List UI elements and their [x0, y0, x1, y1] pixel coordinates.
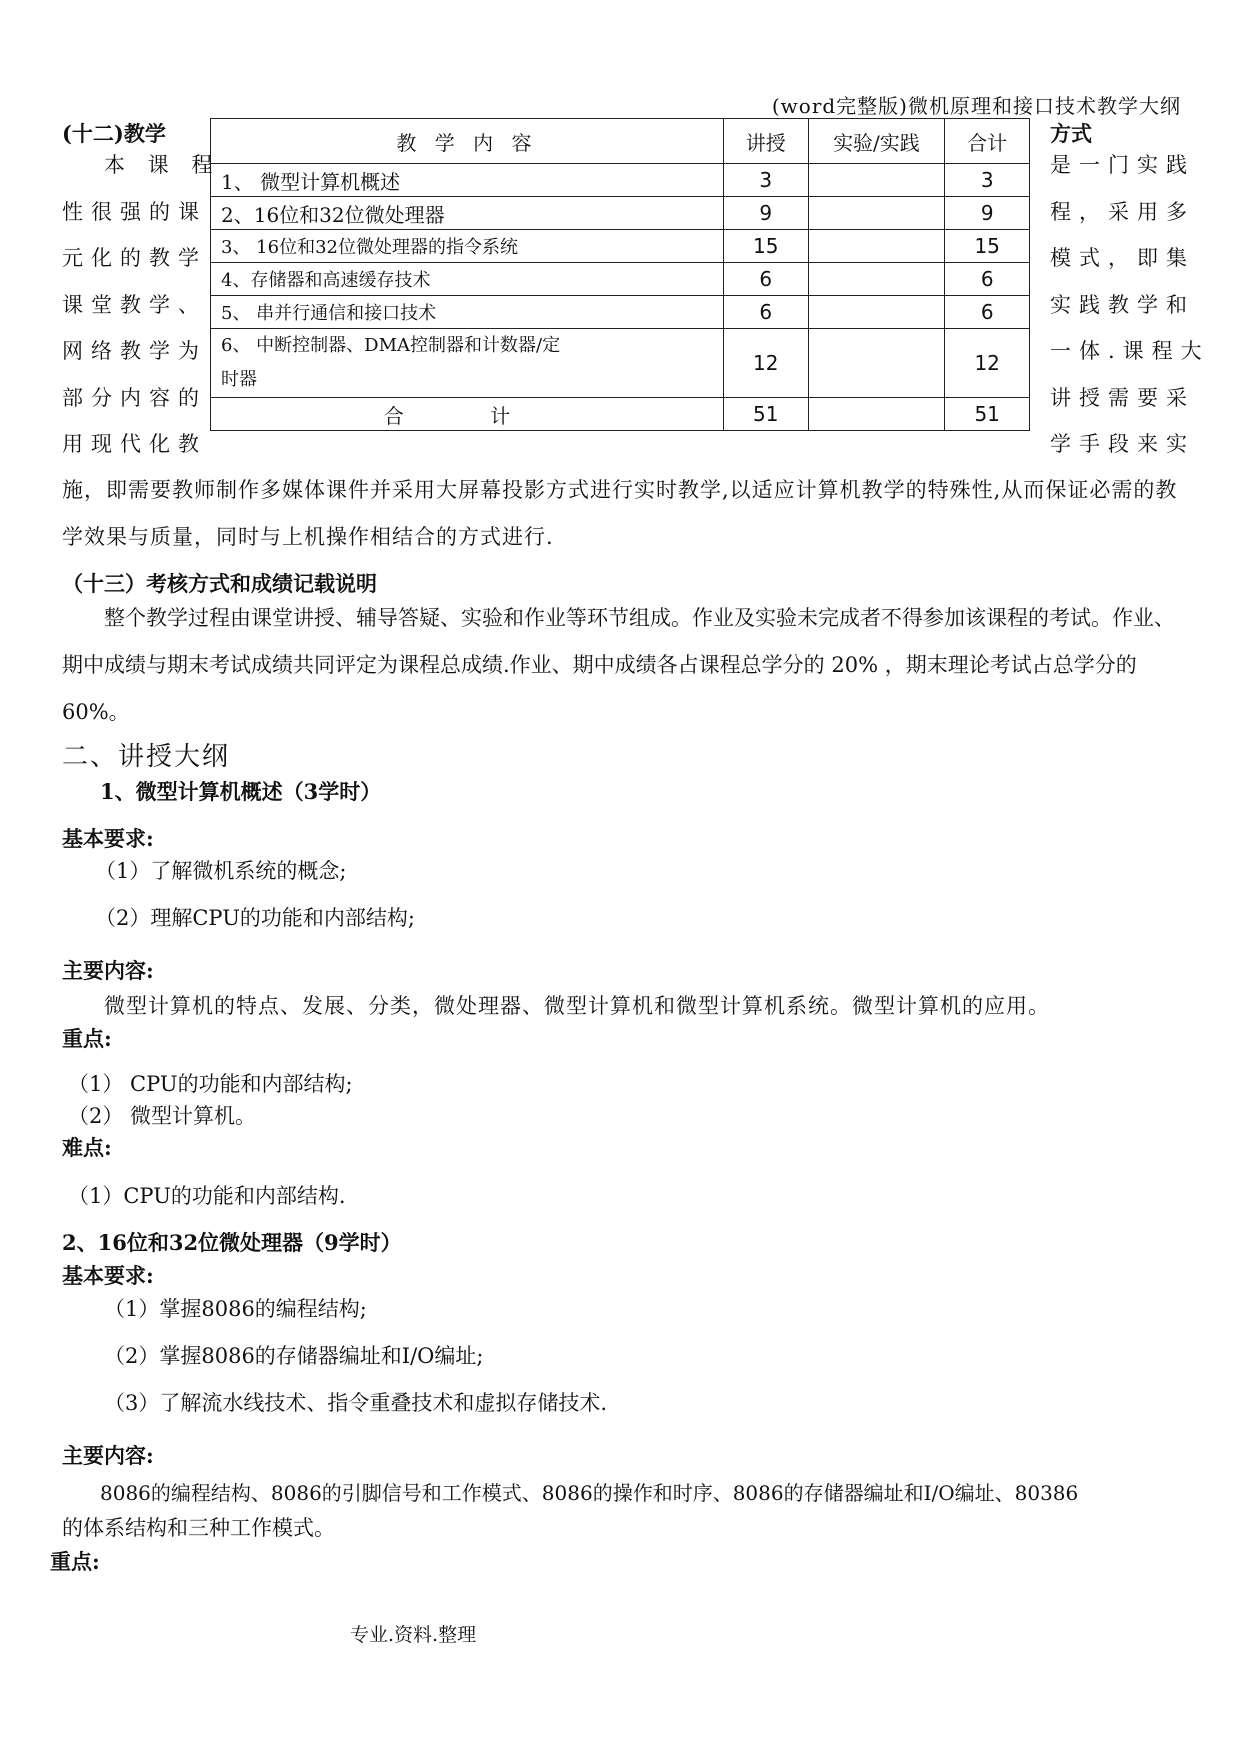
table-total-row [211, 398, 1030, 431]
left-line: 课堂教学、 [62, 292, 207, 317]
row-total: 15 [945, 230, 1030, 263]
ch2-title: 2、16位和32位微处理器（9学时） [62, 1230, 402, 1255]
row-lab [808, 296, 945, 329]
row-lab [808, 263, 945, 296]
table-row [211, 164, 1030, 197]
row-total: 3 [945, 164, 1030, 197]
total-total: 51 [945, 398, 1030, 431]
right-line: 讲授需要采 [1050, 385, 1195, 410]
row-content: 5、 串并行通信和接口技术 [211, 296, 724, 329]
row-content: 4、存储器和高速缓存技术 [211, 263, 724, 296]
ch2-main-line2: 的体系结构和三种工作模式。 [62, 1516, 335, 1540]
section12-left-column [62, 142, 220, 468]
row-lecture: 15 [723, 230, 808, 263]
right-line: 一体.课程大 [1050, 339, 1210, 363]
left-line: 性很强的课 [62, 199, 207, 224]
table-row [211, 263, 1030, 296]
section13-title: （十三）考核方式和成绩记载说明 [62, 571, 377, 596]
right-line: 是一门实践 [1050, 153, 1195, 177]
total-label: 合 计 [211, 398, 724, 431]
row-lecture: 9 [723, 197, 808, 230]
ch1-basic-item: （2）理解CPU的功能和内部结构; [95, 906, 415, 930]
ch1-basic-item: （1）了解微机系统的概念; [95, 859, 347, 883]
ch1-key-item: （2） 微型计算机。 [68, 1104, 257, 1128]
row-lecture: 6 [723, 296, 808, 329]
ch1-main-label: 主要内容: [62, 958, 154, 983]
right-line: 程，采用多 [1050, 199, 1195, 224]
table-row [211, 197, 1030, 230]
ch1-diff-label: 难点: [62, 1135, 112, 1160]
right-line: 模式，即集 [1050, 246, 1195, 270]
page-footer: 专业.资料.整理 [350, 1624, 477, 1646]
row-lab [808, 197, 945, 230]
section12-title-left: (十二)教学 [62, 121, 166, 146]
section12-title-right: 方式 [1050, 121, 1092, 146]
row-lab [808, 230, 945, 263]
left-line: 用现代化教 [62, 432, 207, 456]
row-lab [808, 164, 945, 197]
row-total: 6 [945, 263, 1030, 296]
total-lab [808, 398, 945, 431]
total-lecture: 51 [723, 398, 808, 431]
teaching-hours-table [210, 118, 1030, 431]
ch1-title: 1、微型计算机概述（3学时） [100, 779, 382, 804]
row-content [211, 329, 724, 398]
ch1-key-label: 重点: [62, 1026, 112, 1051]
row-content-line2: 时器 [221, 369, 257, 390]
row-lab [808, 329, 945, 398]
row-content: 1、 微型计算机概述 [211, 164, 724, 197]
ch2-basic-item: （1）掌握8086的编程结构; [104, 1297, 367, 1321]
right-line: 实践教学和 [1050, 292, 1195, 317]
header-lab: 实验/实践 [808, 119, 945, 164]
ch1-key-item: （1） CPU的功能和内部结构; [68, 1072, 353, 1096]
row-lecture: 3 [723, 164, 808, 197]
row-content: 3、 16位和32位微处理器的指令系统 [211, 230, 724, 263]
ch1-basic-label: 基本要求: [62, 826, 154, 851]
ch1-main-content: 微型计算机的特点、发展、分类，微处理器、微型计算机和微型计算机系统。微型计算机的应用。 [104, 994, 1050, 1018]
ch2-key-label: 重点: [50, 1549, 100, 1574]
ch2-basic-label: 基本要求: [62, 1263, 154, 1288]
row-total: 6 [945, 296, 1030, 329]
table-row [211, 230, 1030, 263]
table-row [211, 329, 1030, 398]
header-content: 教 学 内 容 [211, 119, 724, 164]
section12-continuation: 施，即需要教师制作多媒体课件并采用大屏幕投影方式进行实时教学,以适应计算机教学的特殊性,从而保证必需的教学效果与质量，同时与上机操作相结合的方式进行. [62, 478, 1178, 549]
row-content: 2、16位和32位微处理器 [211, 197, 724, 230]
header-lecture: 讲授 [723, 119, 808, 164]
header-total: 合计 [945, 119, 1030, 164]
row-content-line1: 6、 中断控制器、DMA控制器和计数器/定 [221, 335, 561, 356]
row-total: 9 [945, 197, 1030, 230]
table-row [211, 296, 1030, 329]
document-header: (word完整版)微机原理和接口技术教学大纲 [771, 94, 1181, 118]
left-line: 部分内容的 [62, 385, 207, 410]
left-line: 网络教学为 [62, 339, 207, 363]
row-lecture: 6 [723, 263, 808, 296]
left-line: 元化的教学 [62, 246, 207, 270]
ch2-basic-item: （3）了解流水线技术、指令重叠技术和虚拟存储技术. [104, 1391, 608, 1415]
ch2-main-line1: 8086的编程结构、8086的引脚信号和工作模式、8086的操作和时序、8086的存储器编址和I/O编址、80386 [100, 1481, 1079, 1505]
left-line: 本 课 程 [104, 153, 221, 177]
right-line: 学手段来实 [1050, 432, 1195, 456]
row-lecture: 12 [723, 329, 808, 398]
table-header-row [211, 119, 1030, 164]
row-total: 12 [945, 329, 1030, 398]
ch1-diff-item: （1）CPU的功能和内部结构. [68, 1184, 346, 1208]
section13-body: 整个教学过程由课堂讲授、辅导答疑、实验和作业等环节组成。作业及实验未完成者不得参加该课程的考试。作业、期中成绩与期末考试成绩共同评定为课程总成绩.作业、期中成绩各占课程总学分的 20% ，期末理论考试占总学分的60%。 [62, 606, 1175, 724]
ch2-main-label: 主要内容: [62, 1443, 154, 1468]
section12-right-column [1050, 142, 1210, 468]
outline-title: 二、讲授大纲 [62, 742, 231, 772]
ch2-basic-item: （2）掌握8086的存储器编址和I/O编址; [104, 1344, 484, 1368]
